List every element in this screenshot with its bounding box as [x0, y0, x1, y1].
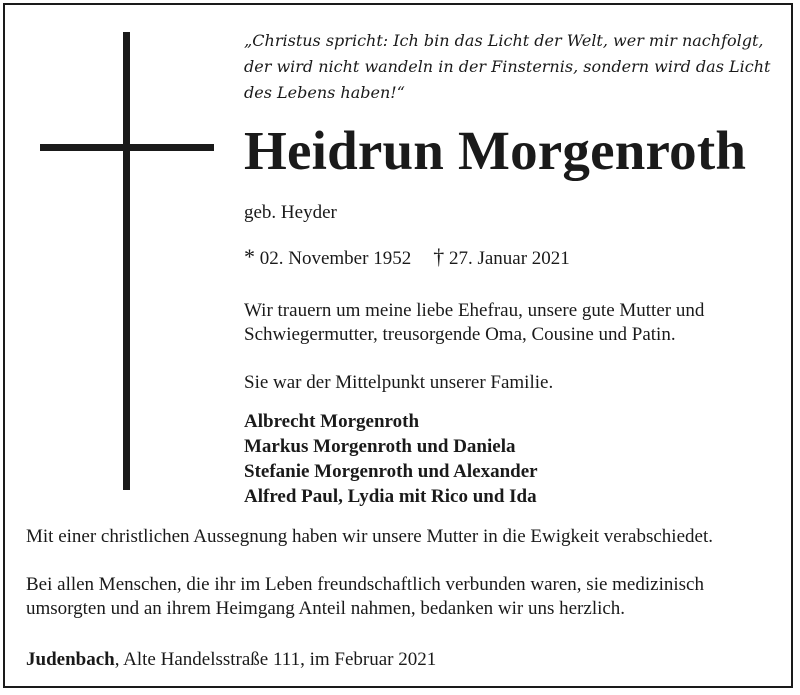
mourner-name: Markus Morgenroth und Daniela — [244, 436, 516, 457]
mourner-name: Stefanie Morgenroth und Alexander — [244, 461, 538, 482]
quote-line: der wird nicht wandeln in der Finsternis, sondern wird das Licht — [244, 57, 771, 76]
quote-line: des Lebens haben!“ — [244, 83, 405, 102]
quote-line: „Christus spricht: Ich bin das Licht der Welt, wer mir nachfolgt, — [244, 31, 764, 50]
place-date-line — [26, 647, 436, 672]
thanks-text-line: Bei allen Menschen, die ihr im Leben freundschaftlich verbunden waren, sie medizinisch — [26, 574, 704, 595]
cross-horizontal-bar — [40, 144, 214, 151]
birth-symbol: * — [244, 244, 255, 269]
place-name: Judenbach — [26, 649, 115, 670]
death-symbol: † — [433, 244, 445, 269]
mourning-text-line: Wir trauern um meine liebe Ehefrau, unsere gute Mutter und — [244, 300, 705, 321]
bible-quote — [244, 28, 771, 106]
blessing-text: Mit einer christlichen Aussegnung haben wir unsere Mutter in die Ewigkeit verabschiedet. — [26, 526, 713, 547]
birth-name: geb. Heyder — [244, 202, 337, 223]
mourner-name: Alfred Paul, Lydia mit Rico und Ida — [244, 486, 537, 507]
mourner-name: Albrecht Morgenroth — [244, 411, 420, 432]
cross-vertical-bar — [123, 32, 130, 490]
life-dates — [244, 244, 570, 272]
mourners-list — [244, 409, 538, 509]
thanks-text-line: umsorgten und an ihrem Heimgang Anteil nahmen, bedanken wir uns herzlich. — [26, 598, 626, 619]
address-date: , Alte Handelsstraße 111, im Februar 2021 — [114, 649, 437, 670]
deceased-name: Heidrun Morgenroth — [244, 120, 747, 181]
mourning-text-line: Schwiegermutter, treusorgende Oma, Cousine und Patin. — [244, 324, 676, 345]
family-center-text: Sie war der Mittelpunkt unserer Familie. — [244, 372, 554, 393]
death-date: 27. Januar 2021 — [448, 248, 570, 269]
cross-icon — [40, 32, 214, 490]
birth-date: 02. November 1952 — [259, 248, 412, 269]
